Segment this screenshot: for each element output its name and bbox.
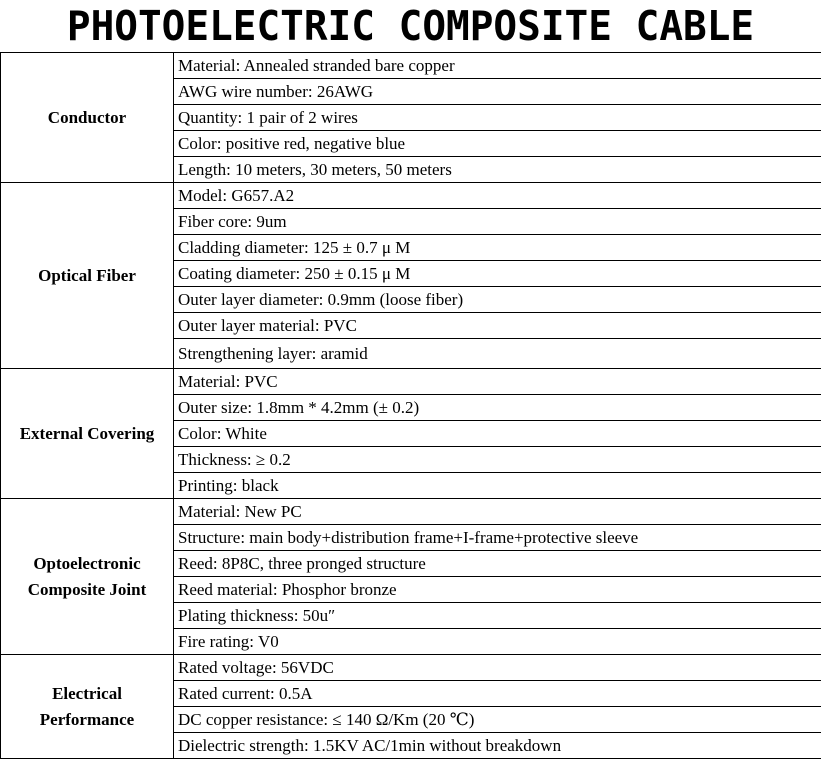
spec-value: Material: PVC	[174, 369, 821, 395]
spec-value: Model: G657.A2	[174, 183, 821, 209]
spec-value: Structure: main body+distribution frame+I-frame+protective sleeve	[174, 525, 821, 551]
spec-table	[0, 52, 821, 759]
spec-row	[1, 369, 821, 395]
spec-value: Dielectric strength: 1.5KV AC/1min without breakdown	[174, 733, 821, 759]
spec-value: Fiber core: 9um	[174, 209, 821, 235]
category-cell: Conductor	[1, 53, 174, 183]
spec-value: Plating thickness: 50u″	[174, 603, 821, 629]
spec-value: Thickness: ≥ 0.2	[174, 447, 821, 473]
spec-value: Rated voltage: 56VDC	[174, 655, 821, 681]
category-cell: Optical Fiber	[1, 183, 174, 369]
spec-value: Coating diameter: 250 ± 0.15 μ M	[174, 261, 821, 287]
category-cell: Electrical Performance	[1, 655, 174, 759]
category-cell: Optoelectronic Composite Joint	[1, 499, 174, 655]
spec-value: Outer size: 1.8mm * 4.2mm (± 0.2)	[174, 395, 821, 421]
spec-value: DC copper resistance: ≤ 140 Ω/Km (20 ℃)	[174, 707, 821, 733]
spec-row	[1, 655, 821, 681]
spec-value: Strengthening layer: aramid	[174, 339, 821, 369]
spec-value: Material: New PC	[174, 499, 821, 525]
spec-value: AWG wire number: 26AWG	[174, 79, 821, 105]
spec-value: Color: positive red, negative blue	[174, 131, 821, 157]
spec-value: Length: 10 meters, 30 meters, 50 meters	[174, 157, 821, 183]
page-title: PHOTOELECTRIC COMPOSITE CABLE	[66, 2, 755, 50]
spec-value: Reed material: Phosphor bronze	[174, 577, 821, 603]
spec-value: Outer layer diameter: 0.9mm (loose fiber)	[174, 287, 821, 313]
spec-value: Rated current: 0.5A	[174, 681, 821, 707]
spec-value: Printing: black	[174, 473, 821, 499]
spec-value: Reed: 8P8C, three pronged structure	[174, 551, 821, 577]
spec-row	[1, 53, 821, 79]
spec-value: Color: White	[174, 421, 821, 447]
category-cell: External Covering	[1, 369, 174, 499]
spec-row	[1, 499, 821, 525]
spec-value: Fire rating: V0	[174, 629, 821, 655]
spec-value: Cladding diameter: 125 ± 0.7 μ M	[174, 235, 821, 261]
spec-value: Material: Annealed stranded bare copper	[174, 53, 821, 79]
spec-row	[1, 183, 821, 209]
spec-value: Quantity: 1 pair of 2 wires	[174, 105, 821, 131]
spec-value: Outer layer material: PVC	[174, 313, 821, 339]
